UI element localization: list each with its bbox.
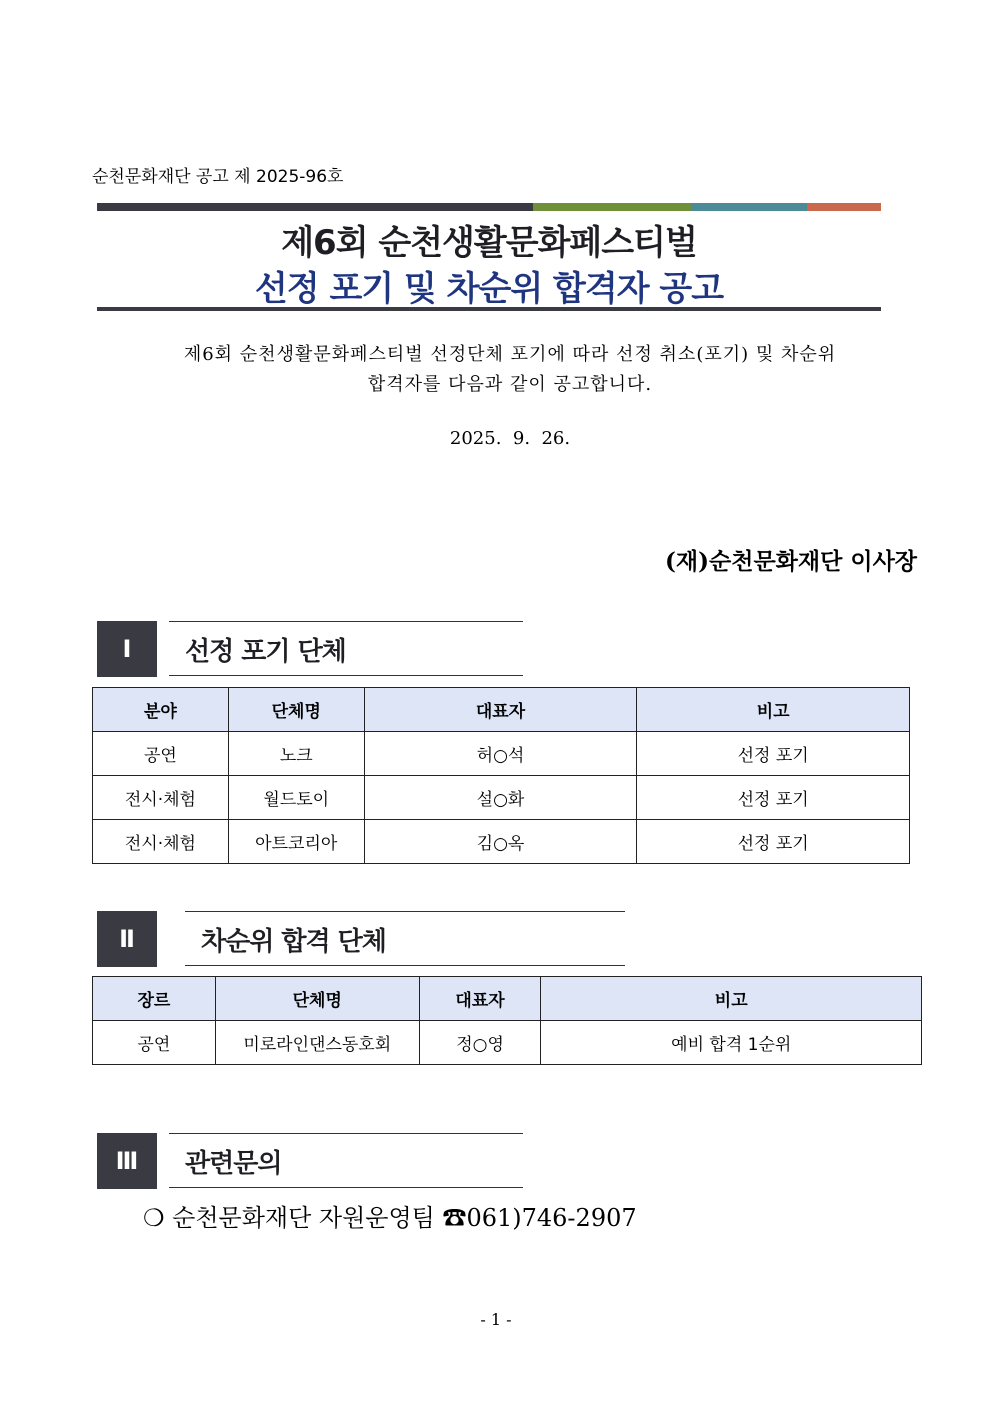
section-3-title: 관련문의	[185, 1149, 282, 1179]
section-1-number: Ⅰ	[97, 621, 169, 677]
withdrawn-groups-table	[92, 687, 910, 864]
cell-note: 선정 포기	[637, 732, 910, 776]
cell-field: 전시·체험	[93, 820, 229, 864]
cell-representative: 정○영	[419, 1021, 541, 1065]
table-row	[93, 776, 910, 820]
table-row	[93, 732, 910, 776]
table-header-row	[93, 977, 922, 1021]
intro-line-2: 합격자를 다음과 같이 공고합니다.	[367, 374, 653, 395]
section-3-line-bottom	[169, 1187, 523, 1188]
title-color-bar	[97, 203, 881, 211]
cell-representative: 허○석	[364, 732, 637, 776]
header-field: 분야	[93, 688, 229, 732]
title-line-1: 제6회 순천생활문화페스티벌	[281, 223, 697, 263]
header-representative: 대표자	[364, 688, 637, 732]
cell-note: 예비 합격 1순위	[541, 1021, 922, 1065]
color-segment-3	[691, 203, 807, 211]
cell-field: 전시·체험	[93, 776, 229, 820]
color-segment-4	[807, 203, 881, 211]
header-genre: 장르	[93, 977, 216, 1021]
section-1-line-top	[169, 621, 523, 622]
section-2-line-top	[185, 911, 625, 912]
intro-line-1: 제6회 순천생활문화페스티벌 선정단체 포기에 따라 선정 취소(포기) 및 차순위	[183, 344, 837, 365]
header-group-name: 단체명	[215, 977, 419, 1021]
section-2-line-bottom	[185, 965, 625, 966]
signature: (재)순천문화재단 이사장	[665, 548, 917, 575]
header-group-name: 단체명	[228, 688, 364, 732]
contact-team: 순천문화재단 자원운영팀	[172, 1204, 435, 1232]
table-row	[93, 820, 910, 864]
contact-line	[143, 1198, 637, 1233]
title-block	[97, 211, 881, 311]
notice-date: 2025. 9. 26.	[449, 428, 571, 449]
intro-text	[100, 340, 920, 400]
page-number: - 1 -	[480, 1310, 512, 1329]
cell-group-name: 아트코리아	[228, 820, 364, 864]
section-2-number: Ⅱ	[97, 911, 169, 967]
table-header-row	[93, 688, 910, 732]
section-2-header	[97, 911, 627, 967]
contact-phone: 061)746-2907	[466, 1204, 637, 1232]
header-note: 비고	[637, 688, 910, 732]
cell-group-name: 노크	[228, 732, 364, 776]
notice-number: 순천문화재단 공고 제 2025-96호	[92, 167, 344, 187]
section-1-header	[97, 621, 527, 677]
cell-note: 선정 포기	[637, 820, 910, 864]
next-rank-groups-table	[92, 976, 922, 1065]
section-1-line-bottom	[169, 675, 523, 676]
section-2-title: 차순위 합격 단체	[201, 927, 386, 957]
header-representative: 대표자	[419, 977, 541, 1021]
bullet-icon: ❍	[143, 1204, 165, 1232]
cell-note: 선정 포기	[637, 776, 910, 820]
color-segment-2	[533, 203, 691, 211]
cell-group-name: 미로라인댄스동호회	[215, 1021, 419, 1065]
section-3-header	[97, 1133, 527, 1189]
cell-field: 공연	[93, 732, 229, 776]
cell-representative: 설○화	[364, 776, 637, 820]
header-note: 비고	[541, 977, 922, 1021]
cell-representative: 김○옥	[364, 820, 637, 864]
section-3-line-top	[169, 1133, 523, 1134]
color-segment-1	[97, 203, 533, 211]
table-row	[93, 1021, 922, 1065]
section-1-title: 선정 포기 단체	[185, 637, 346, 667]
cell-genre: 공연	[93, 1021, 216, 1065]
section-3-number: Ⅲ	[97, 1133, 169, 1189]
title-line-2: 선정 포기 및 차순위 합격자 공고	[254, 269, 724, 309]
phone-icon: ☎	[442, 1204, 467, 1232]
cell-group-name: 월드토이	[228, 776, 364, 820]
